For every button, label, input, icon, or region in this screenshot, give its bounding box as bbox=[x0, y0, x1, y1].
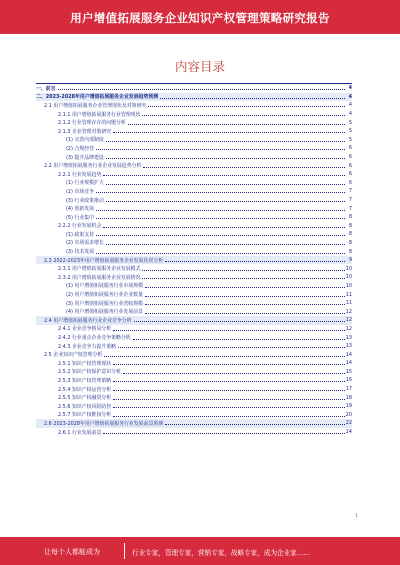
toc-entry-page: 10 bbox=[345, 282, 352, 289]
toc-entry[interactable] bbox=[36, 239, 352, 248]
toc-entry[interactable] bbox=[36, 153, 352, 162]
toc-entry[interactable] bbox=[36, 299, 352, 308]
toc-entry-page: 4 bbox=[346, 94, 352, 100]
toc-leader-dots bbox=[58, 86, 345, 90]
toc-entry[interactable] bbox=[36, 282, 352, 291]
page-number: 1 bbox=[355, 514, 358, 519]
toc-entry-label: (2) 合规经营 bbox=[66, 145, 95, 152]
toc-entry-label: (4) 创新发展 bbox=[66, 206, 95, 213]
toc-leader-dots bbox=[103, 430, 344, 434]
toc-entry-page: 11 bbox=[345, 291, 352, 298]
toc-entry-label: 2.5.1 知识产权管理现状 bbox=[58, 360, 112, 367]
toc-entry[interactable] bbox=[36, 359, 352, 368]
toc-entry-page: 8 bbox=[346, 240, 352, 246]
toc-entry-label: 2.3.1 用户增值拓展服务企业发展模式 bbox=[58, 266, 141, 273]
toc-leader-dots bbox=[113, 361, 345, 365]
toc-entry[interactable] bbox=[36, 222, 352, 231]
toc-entry[interactable] bbox=[36, 187, 352, 196]
toc-leader-dots bbox=[113, 396, 345, 400]
toc-entry-page: 5 bbox=[346, 137, 352, 143]
toc-entry[interactable] bbox=[36, 161, 352, 170]
toc-leader-dots bbox=[142, 275, 344, 279]
toc-entry-page: 7 bbox=[346, 206, 352, 212]
toc-entry-label: (4) 用户增值拓展服务行业发展前景 bbox=[66, 309, 143, 316]
toc-entry-label: (1) 政策支持 bbox=[66, 231, 95, 238]
toc-leader-dots bbox=[133, 336, 345, 340]
toc-leader-dots bbox=[106, 241, 345, 245]
toc-leader-dots bbox=[145, 310, 345, 314]
toc-entry[interactable] bbox=[36, 368, 352, 377]
toc-entry[interactable] bbox=[36, 273, 352, 282]
toc-leader-dots bbox=[145, 301, 345, 305]
toc-leader-dots bbox=[113, 378, 345, 382]
toc-entry[interactable] bbox=[36, 136, 352, 145]
footer-slogan-right: 行业专家，管理专家，营销专家，战略专家，成为企业家…… bbox=[132, 549, 311, 557]
toc-leader-dots bbox=[165, 258, 345, 262]
toc-entry-page: 5 bbox=[346, 128, 352, 134]
table-of-contents bbox=[36, 84, 352, 436]
toc-entry[interactable] bbox=[36, 350, 352, 359]
toc-entry-page: 22 bbox=[345, 420, 352, 427]
toc-leader-dots bbox=[106, 198, 345, 202]
toc-entry-label: (1) 完善内部制度 bbox=[66, 137, 104, 144]
toc-leader-dots bbox=[165, 421, 345, 425]
toc-entry-page: 24 bbox=[345, 429, 352, 436]
toc-entry[interactable] bbox=[36, 411, 352, 420]
toc-entry[interactable] bbox=[36, 256, 352, 265]
toc-leader-dots bbox=[96, 250, 345, 254]
toc-entry[interactable] bbox=[36, 402, 352, 411]
toc-entry-label: 2.3.2 用户增值拓展服务企业发展情况 bbox=[58, 274, 141, 281]
toc-entry-label: (2) 用户增值拓展服务行业企业数量 bbox=[66, 292, 143, 299]
toc-entry-page: 19 bbox=[345, 403, 352, 410]
toc-entry[interactable] bbox=[36, 230, 352, 239]
toc-entry[interactable] bbox=[36, 179, 352, 188]
toc-entry-page: 6 bbox=[346, 180, 352, 186]
toc-entry-page: 13 bbox=[345, 343, 352, 350]
toc-entry[interactable] bbox=[36, 118, 352, 127]
toc-entry[interactable] bbox=[36, 213, 352, 222]
toc-entry-page: 12 bbox=[345, 317, 352, 324]
toc-entry[interactable] bbox=[36, 307, 352, 316]
toc-leader-dots bbox=[142, 267, 344, 271]
toc-entry[interactable] bbox=[36, 325, 352, 334]
toc-entry-page: 20 bbox=[345, 411, 352, 418]
toc-leader-dots bbox=[145, 284, 345, 288]
toc-leader-dots bbox=[113, 387, 345, 391]
toc-heading: 内容目录 bbox=[174, 59, 225, 74]
toc-entry-label: 2.4.1 企业竞争格局分析 bbox=[58, 326, 112, 333]
toc-entry-page: 8 bbox=[346, 214, 352, 220]
toc-leader-dots bbox=[96, 189, 345, 193]
toc-entry-label: 2.4.2 行业重点企业竞争策略分析 bbox=[58, 335, 131, 342]
toc-entry-label: 2.5.6 知识产权风险防控 bbox=[58, 403, 112, 410]
toc-entry[interactable] bbox=[36, 385, 352, 394]
toc-entry-label: 2.2.2 行业发展机会 bbox=[58, 223, 102, 230]
toc-entry-page: 16 bbox=[345, 377, 352, 384]
toc-entry-page: 4 bbox=[346, 111, 352, 117]
toc-leader-dots bbox=[104, 353, 345, 357]
toc-entry-page: 11 bbox=[345, 300, 352, 307]
toc-leader-dots bbox=[113, 413, 345, 417]
toc-entry-label: 一、前言 bbox=[36, 85, 56, 92]
toc-entry[interactable] bbox=[36, 393, 352, 402]
toc-entry-label: (1) 用户增值拓展服务行业市场规模 bbox=[66, 283, 143, 290]
toc-entry-label: (3) 提升品牌建设 bbox=[66, 154, 104, 161]
toc-entry-label: (3) 技术发展 bbox=[66, 249, 95, 256]
toc-entry-label: (2) 市场需求增长 bbox=[66, 240, 104, 247]
toc-entry-page: 8 bbox=[346, 231, 352, 237]
toc-entry-label: 2.1.1 用户增值拓展服务行业管理现状 bbox=[58, 111, 141, 118]
toc-entry[interactable] bbox=[36, 264, 352, 273]
toc-leader-dots bbox=[96, 232, 345, 236]
toc-entry-label: 2.5.3 知识产权管理策略 bbox=[58, 377, 112, 384]
toc-entry-label: (3) 行业政策推动 bbox=[66, 197, 104, 204]
toc-leader-dots bbox=[145, 293, 345, 297]
toc-entry[interactable] bbox=[36, 428, 352, 437]
toc-entry[interactable] bbox=[36, 333, 352, 342]
footer-bar bbox=[0, 537, 400, 565]
toc-entry[interactable] bbox=[36, 196, 352, 205]
toc-entry-page: 7 bbox=[346, 188, 352, 194]
toc-entry[interactable] bbox=[36, 144, 352, 153]
toc-entry[interactable] bbox=[36, 93, 352, 102]
toc-entry-label: 2.3 2022-2023年用户增值拓展服务企业发展状况分析 bbox=[44, 257, 164, 264]
footer-slogan-left: 让每个人都能成为 bbox=[44, 548, 100, 556]
toc-leader-dots bbox=[143, 164, 345, 168]
toc-entry-label: (3) 用户增值拓展服务行业营收规模 bbox=[66, 300, 143, 307]
toc-leader-dots bbox=[106, 181, 345, 185]
toc-entry-page: 6 bbox=[346, 154, 352, 160]
toc-entry-label: (5) 行业集中 bbox=[66, 214, 95, 221]
toc-entry-page: 9 bbox=[346, 257, 352, 263]
toc-leader-dots bbox=[148, 103, 345, 107]
toc-leader-dots bbox=[142, 112, 345, 116]
toc-leader-dots bbox=[103, 172, 345, 176]
toc-entry[interactable] bbox=[36, 204, 352, 213]
toc-entry-label: 2.5 企业知识产权管理分析 bbox=[44, 352, 103, 359]
toc-entry-label: 2.6 2023-2028年用户增值拓展服务行业发展前景预测 bbox=[44, 420, 164, 427]
toc-entry-page: 13 bbox=[345, 334, 352, 341]
toc-entry[interactable] bbox=[36, 127, 352, 136]
toc-entry-label: 2.1 用户增值拓展服务企业管理现状及对策研究 bbox=[44, 102, 147, 109]
toc-entry-label: 2.1.2 行业管理存在的问题分析 bbox=[58, 120, 126, 127]
toc-entry-page: 14 bbox=[345, 351, 352, 358]
toc-entry-page: 6 bbox=[346, 163, 352, 169]
toc-entry-label: 2.5.5 知识产权融资分析 bbox=[58, 395, 112, 402]
toc-entry-label: 二、2023-2028年用户增值拓展服务企业发展趋势预测 bbox=[36, 94, 159, 101]
toc-entry[interactable] bbox=[36, 342, 352, 351]
toc-entry-page: 10 bbox=[345, 265, 352, 272]
toc-entry-page: 6 bbox=[346, 171, 352, 177]
toc-leader-dots bbox=[96, 215, 345, 219]
toc-leader-dots bbox=[106, 155, 345, 159]
toc-entry-page: 18 bbox=[345, 394, 352, 401]
toc-entry-page: 7 bbox=[346, 197, 352, 203]
toc-leader-dots bbox=[113, 129, 345, 133]
toc-entry-page: 12 bbox=[345, 308, 352, 315]
toc-entry-label: 2.4 用户增值拓展服务行业企业竞争分析 bbox=[44, 317, 132, 324]
toc-entry[interactable] bbox=[36, 247, 352, 256]
toc-entry-label: 2.2.1 行业发展趋势 bbox=[58, 171, 102, 178]
toc-entry-page: 15 bbox=[345, 368, 352, 375]
toc-entry-label: 2.5.4 知识产权运营分析 bbox=[58, 386, 112, 393]
toc-entry-page: 5 bbox=[346, 120, 352, 126]
toc-entry-page: 8 bbox=[346, 249, 352, 255]
toc-entry-label: (1) 行业规模扩大 bbox=[66, 180, 104, 187]
report-title: 用户增值拓展服务企业知识产权管理策略研究报告 bbox=[70, 11, 330, 25]
toc-entry-label: 2.5.2 知识产权保护意识分析 bbox=[58, 369, 121, 376]
report-header-bar bbox=[0, 0, 400, 34]
toc-entry[interactable] bbox=[36, 110, 352, 119]
toc-leader-dots bbox=[103, 224, 345, 228]
toc-entry[interactable] bbox=[36, 316, 352, 325]
toc-entry-page: 10 bbox=[345, 274, 352, 281]
toc-entry[interactable] bbox=[36, 84, 352, 93]
toc-entry-label: 2.1.3 企业管理对策研究 bbox=[58, 128, 112, 135]
toc-leader-dots bbox=[128, 121, 345, 125]
toc-entry-label: 2.4.3 企业竞争力提升策略 bbox=[58, 343, 117, 350]
toc-leader-dots bbox=[160, 95, 345, 99]
toc-leader-dots bbox=[134, 318, 345, 322]
toc-leader-dots bbox=[96, 146, 345, 150]
toc-leader-dots bbox=[96, 207, 345, 211]
toc-leader-dots bbox=[118, 344, 345, 348]
toc-entry-label: 2.6.1 行业发展前景 bbox=[58, 429, 102, 436]
toc-entry-label: 2.2 用户增值拓展服务行业企业发展趋势分析 bbox=[44, 163, 142, 170]
toc-entry-page: 17 bbox=[345, 386, 352, 393]
toc-entry-page: 14 bbox=[345, 360, 352, 367]
toc-entry[interactable] bbox=[36, 101, 352, 110]
toc-leader-dots bbox=[123, 370, 345, 374]
toc-entry-page: 6 bbox=[346, 145, 352, 151]
toc-entry-label: (2) 市场竞争 bbox=[66, 188, 95, 195]
toc-leader-dots bbox=[113, 404, 345, 408]
toc-entry-page: 4 bbox=[346, 85, 352, 91]
toc-entry[interactable] bbox=[36, 419, 352, 428]
toc-entry-page: 8 bbox=[346, 223, 352, 229]
footer-divider bbox=[124, 543, 125, 559]
toc-entry[interactable] bbox=[36, 290, 352, 299]
toc-entry[interactable] bbox=[36, 170, 352, 179]
toc-entry-label: 2.5.7 知识产权维权分析 bbox=[58, 412, 112, 419]
toc-entry-page: 12 bbox=[345, 325, 352, 332]
toc-entry[interactable] bbox=[36, 376, 352, 385]
toc-entry-page: 4 bbox=[346, 102, 352, 108]
toc-leader-dots bbox=[113, 327, 345, 331]
toc-leader-dots bbox=[106, 138, 345, 142]
